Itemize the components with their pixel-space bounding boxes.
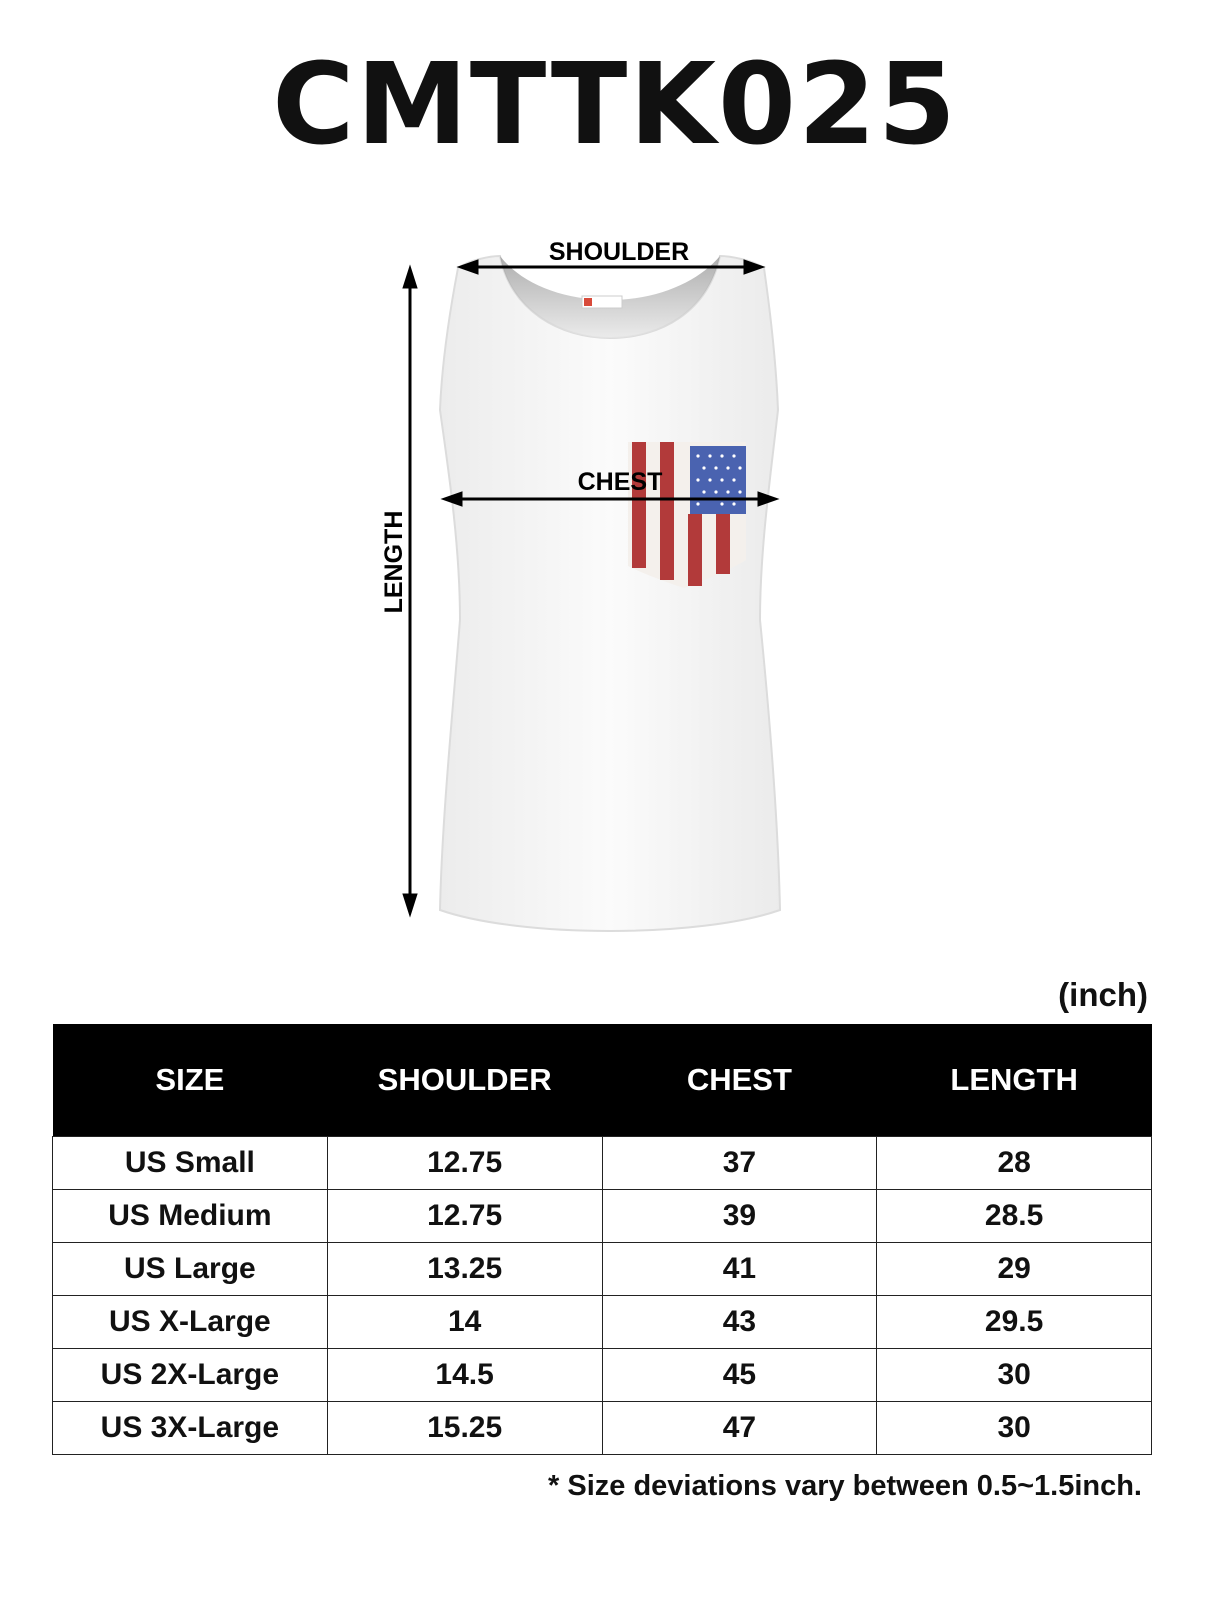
length-label: LENGTH xyxy=(380,510,408,614)
header-shoulder: SHOULDER xyxy=(327,1024,602,1137)
table-row xyxy=(53,1190,1152,1243)
size-cell: US Large xyxy=(53,1243,328,1296)
page-title: CMTTK025 xyxy=(272,40,958,170)
size-cell: US 2X-Large xyxy=(53,1349,328,1402)
length-cell: 28.5 xyxy=(877,1190,1152,1243)
size-cell: US X-Large xyxy=(53,1296,328,1349)
header-chest: CHEST xyxy=(602,1024,877,1137)
unit-label: (inch) xyxy=(1058,976,1148,1013)
chest-cell: 43 xyxy=(602,1296,877,1349)
length-cell: 28 xyxy=(877,1137,1152,1190)
chest-label: CHEST xyxy=(577,468,663,496)
shoulder-cell: 14.5 xyxy=(327,1349,602,1402)
table-header-row xyxy=(53,1024,1152,1137)
chest-cell: 45 xyxy=(602,1349,877,1402)
measurement-diagram xyxy=(0,220,1230,980)
size-cell: US Medium xyxy=(53,1190,328,1243)
header-length: LENGTH xyxy=(877,1024,1152,1137)
length-cell: 30 xyxy=(877,1402,1152,1455)
chest-cell: 41 xyxy=(602,1243,877,1296)
length-cell: 29.5 xyxy=(877,1296,1152,1349)
shoulder-cell: 15.25 xyxy=(327,1402,602,1455)
shoulder-cell: 13.25 xyxy=(327,1243,602,1296)
header-size: SIZE xyxy=(53,1024,328,1137)
length-cell: 30 xyxy=(877,1349,1152,1402)
tank-top-illustration xyxy=(0,220,1230,980)
table-row xyxy=(53,1402,1152,1455)
tank-top-body xyxy=(440,256,780,931)
table-row xyxy=(53,1137,1152,1190)
size-cell: US Small xyxy=(53,1137,328,1190)
size-deviation-note: * Size deviations vary between 0.5~1.5inch. xyxy=(548,1470,1142,1502)
shoulder-cell: 12.75 xyxy=(327,1137,602,1190)
table-row xyxy=(53,1296,1152,1349)
length-cell: 29 xyxy=(877,1243,1152,1296)
table-row xyxy=(53,1349,1152,1402)
shoulder-cell: 12.75 xyxy=(327,1190,602,1243)
chest-cell: 39 xyxy=(602,1190,877,1243)
chest-cell: 47 xyxy=(602,1402,877,1455)
flag-pocket xyxy=(628,442,746,588)
chest-cell: 37 xyxy=(602,1137,877,1190)
table-row xyxy=(53,1243,1152,1296)
shoulder-label: SHOULDER xyxy=(548,238,690,266)
size-chart-table xyxy=(52,1024,1152,1455)
shoulder-cell: 14 xyxy=(327,1296,602,1349)
size-cell: US 3X-Large xyxy=(53,1402,328,1455)
